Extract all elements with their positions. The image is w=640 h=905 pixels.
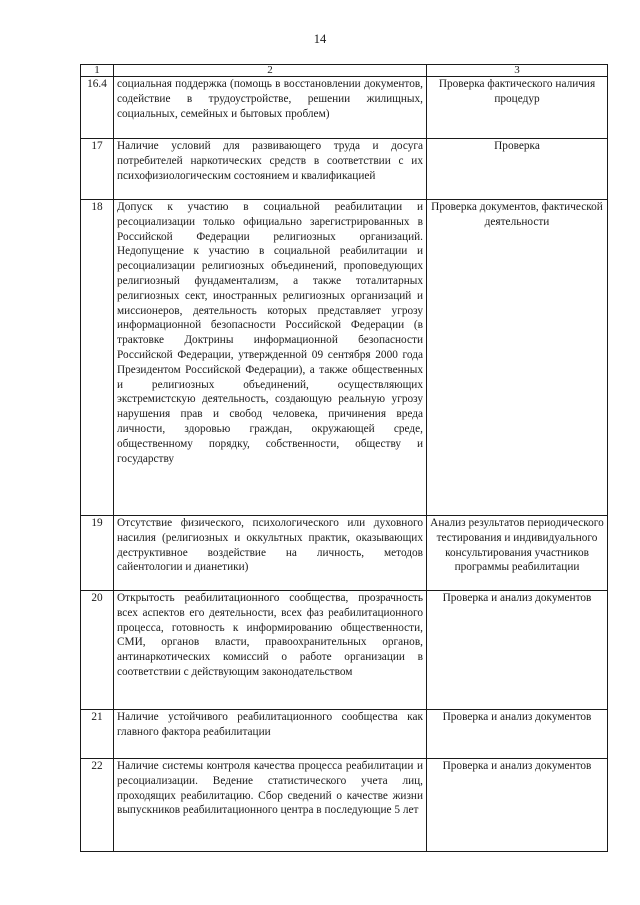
row-criterion: Отсутствие физического, психологического или духовного насилия (религиозных и оккультных практик, оказывающих деструктивное воздействие на личность, методов сайентологии и дианетики) <box>114 516 427 591</box>
row-verification: Проверка и анализ документов <box>427 759 608 852</box>
row-number: 19 <box>81 516 114 591</box>
row-verification: Проверка и анализ документов <box>427 591 608 710</box>
row-verification: Проверка и анализ документов <box>427 710 608 759</box>
row-number: 21 <box>81 710 114 759</box>
table-row <box>81 139 608 200</box>
row-number: 17 <box>81 139 114 200</box>
table-row <box>81 710 608 759</box>
row-criterion: Открытость реабилитационного сообщества, прозрачность всех аспектов его деятельности, всех фаз реабилитационного процесса, готовность к информированию общественности, СМИ, органов власти, правоохранительных органов, антинаркотических комиссий о работе организации в соответствии с действующим законодательством <box>114 591 427 710</box>
table-row <box>81 759 608 852</box>
table-row <box>81 516 608 591</box>
row-verification: Проверка документов, фактической деятельности <box>427 200 608 516</box>
row-verification: Анализ результатов периодического тестирования и индивидуального консультирования участников программы реабилитации <box>427 516 608 591</box>
row-number: 22 <box>81 759 114 852</box>
page-number: 14 <box>313 32 327 46</box>
row-criterion: социальная поддержка (помощь в восстановлении документов, содействие в трудоустройстве, решении жилищных, социальных, семейных и бытовых проблем) <box>114 77 427 139</box>
row-number: 20 <box>81 591 114 710</box>
header-cell-criterion: 2 <box>114 65 427 77</box>
row-criterion: Наличие устойчивого реабилитационного сообщества как главного фактора реабилитации <box>114 710 427 759</box>
header-cell-number: 1 <box>81 65 114 77</box>
header-cell-verification: 3 <box>427 65 608 77</box>
row-criterion: Наличие условий для развивающего труда и досуга потребителей наркотических средств в соответствии с их психофизиологическим состоянием и квалификацией <box>114 139 427 200</box>
table-row <box>81 591 608 710</box>
table-header-row <box>81 65 608 77</box>
table-row <box>81 77 608 139</box>
row-criterion: Допуск к участию в социальной реабилитации и ресоциализации только официально зарегистрированных в Российской Федерации религиозных организаций. Недопущение к участию в социальной реабилитации и ресоциализации религиозных объединений, проповедующих религиозный фундаментализм, а также тоталитарных религиозных сект, иностранных религиозных организаций и миссионеров, деятельность которых представляет угрозу информационной безопасности Российской Федерации (в трактовке Доктрины информационной безопасности Российской Федерации, утвержденной 09 сентября 2000 года Президентом Российской Федерации), а также общественных и религиозных объединений, осуществляющих экстремистскую деятельность, создающую реальную угрозу нарушения прав и свобод человека, причинения вреда личности, здоровью граждан, окружающей среде, общественному порядку, собственности, обществу и государству <box>114 200 427 516</box>
criteria-table <box>80 64 608 852</box>
row-criterion: Наличие системы контроля качества процесса реабилитации и ресоциализации. Ведение статистического учета лиц, проходящих реабилитацию. Сбор сведений о качестве жизни выпускников реабилитационного центра в последующие 5 лет <box>114 759 427 852</box>
row-verification: Проверка фактического наличия процедур <box>427 77 608 139</box>
row-number: 18 <box>81 200 114 516</box>
row-verification: Проверка <box>427 139 608 200</box>
table-row <box>81 200 608 516</box>
row-number: 16.4 <box>81 77 114 139</box>
